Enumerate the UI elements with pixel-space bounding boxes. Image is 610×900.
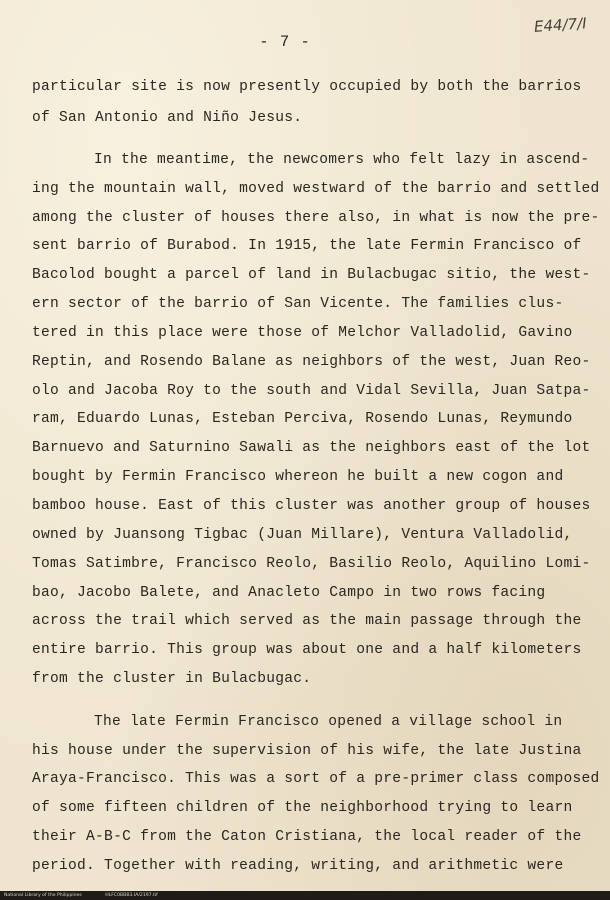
text-line: ern sector of the barrio of San Vicente. The families clus- [32,296,564,312]
text-line: from the cluster in Bulacbugac. [32,671,312,687]
text-line: across the trail which served as the main passage through the [32,613,582,629]
text-line: entire barrio. This group was about one and a half kilometers [32,642,582,658]
text-line: particular site is now presently occupied by both the barrios [32,79,582,95]
footer-library-name: National Library of the Philippines [4,893,82,898]
text-line: their A-B-C from the Caton Cristiana, the local reader of the [32,829,582,845]
text-line: bought by Fermin Francisco whereon he built a new cogon and [32,469,564,485]
text-line: tered in this place were those of Melchor Valladolid, Gavino [32,325,573,341]
text-line: olo and Jacoba Roy to the south and Vidal Sevilla, Juan Satpa- [32,383,591,399]
text-line: ram, Eduardo Lunas, Esteban Perciva, Rosendo Lunas, Reymundo [32,411,573,427]
text-line: his house under the supervision of his wife, the late Justina [32,743,582,759]
text-line: bamboo house. East of this cluster was another group of houses [32,498,591,514]
text-line: Barnuevo and Saturnino Sawali as the neighbors east of the lot [32,440,591,456]
text-line: ing the mountain wall, moved westward of the barrio and settled [32,181,600,197]
text-line: among the cluster of houses there also, in what is now the pre- [32,210,600,226]
text-line: period. Together with reading, writing, and arithmetic were [32,858,564,874]
page-number: - 7 - [259,33,311,51]
text-line: Bacolod bought a parcel of land in Bulacbugac sitio, the west- [32,267,591,283]
text-line: of San Antonio and Niño Jesus. [32,110,303,126]
text-line: sent barrio of Burabod. In 1915, the late Fermin Francisco of [32,238,582,254]
scan-footer-bar [0,891,610,900]
text-line: The late Fermin Francisco opened a village school in [94,714,563,730]
text-line: Reptin, and Rosendo Balane as neighbors of the west, Juan Reo- [32,354,591,370]
text-line: bao, Jacobo Balete, and Anacleto Campo in two rows facing [32,585,546,601]
text-line: owned by Juansong Tigbac (Juan Millare), Ventura Valladolid, [32,527,573,543]
text-line: Tomas Satimbre, Francisco Reolo, Basilio Reolo, Aquilino Lomi- [32,556,591,572]
text-line: Araya-Francisco. This was a sort of a pre-primer class composed [32,771,600,787]
handwritten-catalog-mark: E44/7/I [533,14,588,36]
text-line: In the meantime, the newcomers who felt lazy in ascend- [94,152,590,168]
footer-file-id: HLFC0BBB3.IA/2197.tif [105,893,158,898]
text-line: of some fifteen children of the neighborhood trying to learn [32,800,573,816]
